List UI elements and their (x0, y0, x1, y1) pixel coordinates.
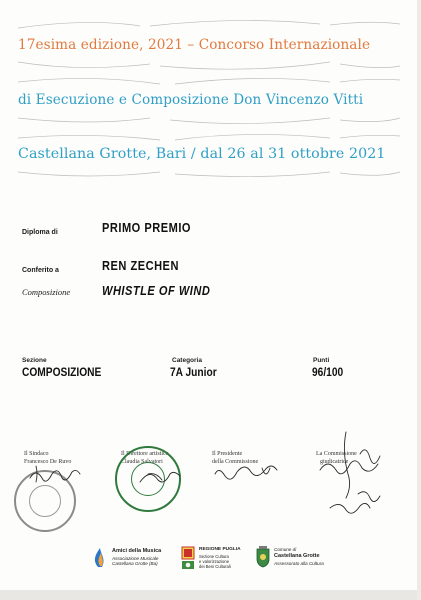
sindaco-title: Il Sindaco (24, 451, 49, 457)
comune-title: Castellana Grotte (274, 553, 320, 559)
page-right-edge (417, 0, 421, 600)
sindaco-name: Francesco De Ruvo (24, 459, 72, 465)
amici-sub1: Associazione Musicale (112, 556, 159, 561)
comune-crest-icon (254, 545, 272, 569)
presidente-title: Il Presidente (212, 451, 243, 457)
regione-puglia-logo-icon (180, 545, 196, 571)
competition-heading: di Esecuzione e Composizione Don Vincenzo Vitti (18, 92, 364, 108)
punti-value: 96/100 (312, 365, 344, 379)
conferito-label: Conferito a (22, 267, 59, 274)
regione-sub3: dei Beni Culturali (199, 564, 231, 569)
direttore-title: Il Direttore artistico (121, 451, 169, 457)
comune-pre: Comune di (274, 547, 297, 552)
regione-sub1: Sezione Cultura (199, 554, 229, 559)
location-date-heading: Castellana Grotte, Bari / dal 26 al 31 ottobre 2021 (18, 146, 386, 162)
sezione-value: COMPOSIZIONE (22, 365, 102, 379)
page-bottom-edge (0, 590, 421, 600)
direttore-name: Claudia Salvatori (121, 459, 163, 465)
commissione-title: La Commissione (316, 451, 357, 457)
edition-heading: 17esima edizione, 2021 – Concorso Internazionale (18, 37, 371, 53)
diploma-label: Diploma di (22, 229, 58, 236)
regione-title: REGIONE PUGLIA (199, 547, 241, 552)
handwritten-signatures (0, 430, 421, 540)
diploma-value: PRIMO PREMIO (102, 220, 192, 235)
sezione-label: Sezione (22, 357, 47, 364)
composition-title: WHISTLE OF WIND (102, 283, 211, 298)
amici-sub2: Castellana Grotte (Ba) (112, 561, 158, 566)
punti-label: Punti (313, 357, 330, 364)
regione-sub2: e valorizzazione (199, 559, 230, 564)
commissione-sub: giudicatrice (320, 459, 349, 465)
comune-sub: Assessorato alla Cultura (274, 561, 324, 566)
presidente-sub: della Commissione (212, 459, 259, 465)
recipient-name: REN ZECHEN (102, 258, 179, 273)
categoria-value: 7A Junior (170, 365, 217, 379)
composizione-label: Composizione (22, 287, 71, 297)
amici-musica-logo-icon (90, 546, 110, 568)
amici-title: Amici della Musica (112, 548, 162, 554)
categoria-label: Categoria (172, 357, 202, 364)
